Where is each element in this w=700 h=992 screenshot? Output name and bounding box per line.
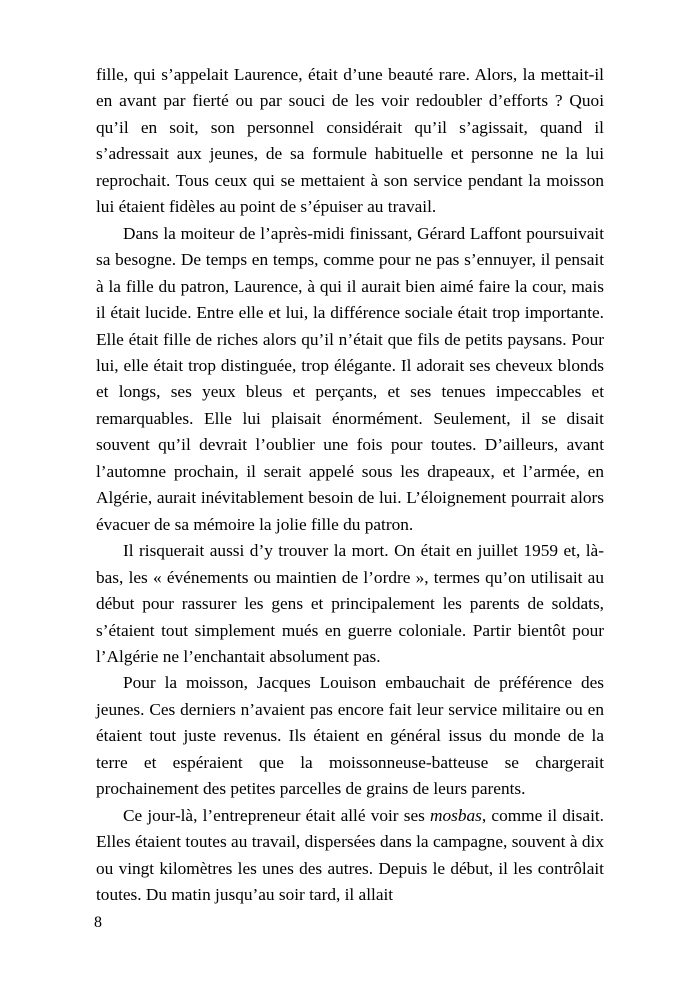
body-text-block [96,62,604,909]
paragraph-1: fille, qui s’appelait Laurence, était d’une beauté rare. Alors, la mettait-il en avant par fierté ou par souci de les voir redoubler d’efforts ? Quoi qu’il en soit, son personnel considérait qu’il s’agissait, quand il s’adressait aux jeunes, de sa formule habituelle et personne ne la lui reprochait. Tous ceux qui se mettaient à son service pendant la moisson lui étaient fidèles au point de s’épuiser au travail. [96,65,604,217]
paragraph-3: Il risquerait aussi d’y trouver la mort. On était en juillet 1959 et, là-bas, les « événements ou maintien de l’ordre », termes qu’on utilisait au début pour rassurer les gens et principalement les parents de soldats, s’étaient tout simplement mués en guerre coloniale. Partir bientôt pour l’Algérie ne l’enchantait absolument pas. [96,541,604,666]
paragraph-2: Dans la moiteur de l’après-midi finissant, Gérard Laffont poursuivait sa besogne. De temps en temps, comme pour ne pas s’ennuyer, il pensait à la fille du patron, Laurence, à qui il aurait bien aimé faire la cour, mais il était lucide. Entre elle et lui, la différence sociale était trop importante. Elle était fille de riches alors qu’il n’était que fils de petits paysans. Pour lui, elle était trop distinguée, trop élégante. Il adorait ses cheveux blonds et longs, ses yeux bleus et perçants, et ses tenues impeccables et remarquables. Elle lui plaisait énormément. Seulement, il se disait souvent qu’il devrait l’oublier une fois pour toutes. D’ailleurs, avant l’automne prochain, il serait appelé sous les drapeaux, et l’armée, en Algérie, aurait inévitablement besoin de lui. L’éloignement pourrait alors évacuer de sa mémoire la jolie fille du patron. [96,223,604,534]
page-number: 8 [94,914,102,931]
paragraph-5: Ce jour-là, l’entrepreneur était allé voir ses mosbas, comme il disait. Elles étaient toutes au travail, dispersées dans la campagne, souvent à dix ou vingt kilomètres les unes des autres. Depuis le début, il les contrôlait toutes. Du matin jusqu’au soir tard, il allait [96,805,604,905]
paragraph-4: Pour la moisson, Jacques Louison embauchait de préférence des jeunes. Ces derniers n’avaient pas encore fait leur service militaire ou en étaient tout juste revenus. Ils étaient en général issus du monde de la terre et espéraient que la moissonneuse-batteuse se chargerait prochainement des petites parcelles de grains de leurs parents. [96,673,604,799]
italic-term: mosbas [430,805,482,825]
